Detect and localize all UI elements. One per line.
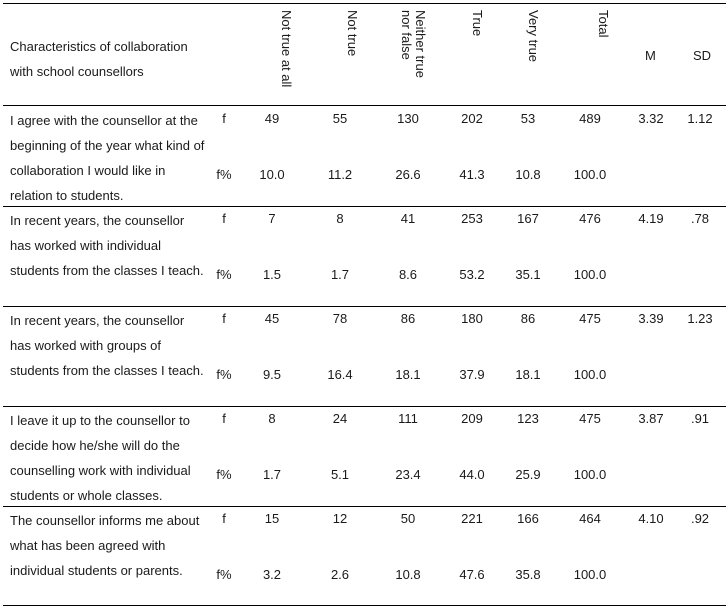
percent-cell: 9.5 <box>262 367 282 382</box>
frequency-cell: 111 <box>398 411 418 426</box>
percent-cell: 11.2 <box>327 167 353 182</box>
frequency-cell: 8 <box>268 411 276 426</box>
percent-cell: 35.8 <box>515 567 541 582</box>
frequency-cell: 476 <box>579 211 601 226</box>
frequency-cell: 86 <box>400 311 416 326</box>
percent-cell: 8.6 <box>398 267 418 282</box>
percent-cell: 1.7 <box>330 267 350 282</box>
col-header-very-true: Very true <box>526 10 541 63</box>
percent-cell: 10.0 <box>259 167 285 182</box>
percent-cell: 3.2 <box>262 567 282 582</box>
frequency-label: f <box>222 511 226 526</box>
percent-cell: 37.9 <box>459 367 485 382</box>
frequency-cell: 221 <box>461 511 483 526</box>
row-statement: In recent years, the counsellor has worked with individual students from the classes I teach. <box>10 213 204 278</box>
table-top-rule <box>3 3 726 4</box>
percent-cell: 100.0 <box>573 367 607 382</box>
frequency-cell: 78 <box>332 311 348 326</box>
percent-cell: 5.1 <box>330 467 350 482</box>
frequency-cell: 49 <box>264 111 280 126</box>
percent-cell: 53.2 <box>459 267 485 282</box>
frequency-label: f <box>222 311 226 326</box>
sd-cell: 1.12 <box>687 111 713 126</box>
frequency-cell: 209 <box>461 411 483 426</box>
percent-cell: 18.1 <box>395 367 421 382</box>
col-header-not-true: Not true <box>345 10 360 57</box>
frequency-cell: 202 <box>461 111 483 126</box>
frequency-cell: 12 <box>332 511 348 526</box>
percent-cell: 2.6 <box>330 567 350 582</box>
col-header-total: Total <box>596 10 611 38</box>
row-statement: In recent years, the counsellor has worked with groups of students from the classes I teach. <box>10 313 204 378</box>
frequency-cell: 180 <box>461 311 483 326</box>
percent-cell: 25.9 <box>515 467 541 482</box>
row-statement: I agree with the counsellor at the beginning of the year what kind of collaboration I would like in relation to students. <box>10 113 205 203</box>
percent-cell: 100.0 <box>573 467 607 482</box>
frequency-cell: 55 <box>332 111 348 126</box>
row-divider <box>3 406 726 407</box>
col-header-neither: Neither true nor false <box>399 10 428 78</box>
mean-cell: 4.19 <box>638 211 664 226</box>
mean-cell: 4.10 <box>638 511 664 526</box>
table-bottom-rule <box>3 605 726 606</box>
percent-cell: 10.8 <box>395 567 421 582</box>
percent-cell: 23.4 <box>395 467 421 482</box>
frequency-cell: 53 <box>520 111 536 126</box>
col-header-true: True <box>470 10 485 37</box>
frequency-cell: 166 <box>517 511 539 526</box>
frequency-label: f <box>222 411 226 426</box>
mean-cell: 3.39 <box>638 311 664 326</box>
header-rule <box>3 105 726 106</box>
frequency-cell: 167 <box>517 211 539 226</box>
frequency-cell: 15 <box>264 511 280 526</box>
percent-label: f% <box>216 567 232 582</box>
percent-cell: 47.6 <box>459 567 485 582</box>
percent-label: f% <box>216 167 232 182</box>
frequency-cell: 8 <box>336 211 344 226</box>
frequency-cell: 7 <box>268 211 276 226</box>
characteristic-column-header: Characteristics of collaboration with school counsellors <box>10 39 188 79</box>
frequency-cell: 464 <box>579 511 601 526</box>
percent-cell: 100.0 <box>573 567 607 582</box>
frequency-cell: 123 <box>517 411 539 426</box>
sd-cell: .92 <box>690 511 710 526</box>
frequency-cell: 41 <box>400 211 416 226</box>
percent-cell: 35.1 <box>515 267 541 282</box>
row-divider <box>3 306 726 307</box>
col-header-m: M <box>645 48 656 63</box>
frequency-cell: 50 <box>400 511 416 526</box>
frequency-cell: 253 <box>461 211 483 226</box>
percent-cell: 1.5 <box>262 267 282 282</box>
percent-cell: 41.3 <box>459 167 485 182</box>
frequency-cell: 489 <box>579 111 601 126</box>
mean-cell: 3.87 <box>638 411 664 426</box>
col-header-not-true-at-all: Not true at all <box>279 10 294 88</box>
percent-cell: 10.8 <box>515 167 541 182</box>
frequency-label: f <box>222 211 226 226</box>
percent-cell: 100.0 <box>573 167 607 182</box>
percent-label: f% <box>216 467 232 482</box>
frequency-cell: 86 <box>520 311 536 326</box>
percent-cell: 100.0 <box>573 267 607 282</box>
frequency-cell: 24 <box>332 411 348 426</box>
mean-cell: 3.32 <box>638 111 664 126</box>
sd-cell: 1.23 <box>687 311 713 326</box>
sd-cell: .78 <box>690 211 710 226</box>
col-header-sd: SD <box>693 48 712 63</box>
row-statement: The counsellor informs me about what has been agreed with individual students or parents. <box>10 513 200 578</box>
row-statement: I leave it up to the counsellor to decide how he/she will do the counselling work with individual students or whole classes. <box>10 413 191 503</box>
percent-cell: 44.0 <box>459 467 485 482</box>
percent-cell: 18.1 <box>515 367 541 382</box>
frequency-cell: 45 <box>264 311 280 326</box>
percent-cell: 16.4 <box>327 367 353 382</box>
frequency-cell: 130 <box>397 111 419 126</box>
percent-cell: 1.7 <box>262 467 282 482</box>
sd-cell: .91 <box>690 411 710 426</box>
percent-label: f% <box>216 367 232 382</box>
percent-label: f% <box>216 267 232 282</box>
percent-cell: 26.6 <box>395 167 421 182</box>
frequency-label: f <box>222 111 226 126</box>
frequency-cell: 475 <box>579 311 601 326</box>
frequency-cell: 475 <box>579 411 601 426</box>
